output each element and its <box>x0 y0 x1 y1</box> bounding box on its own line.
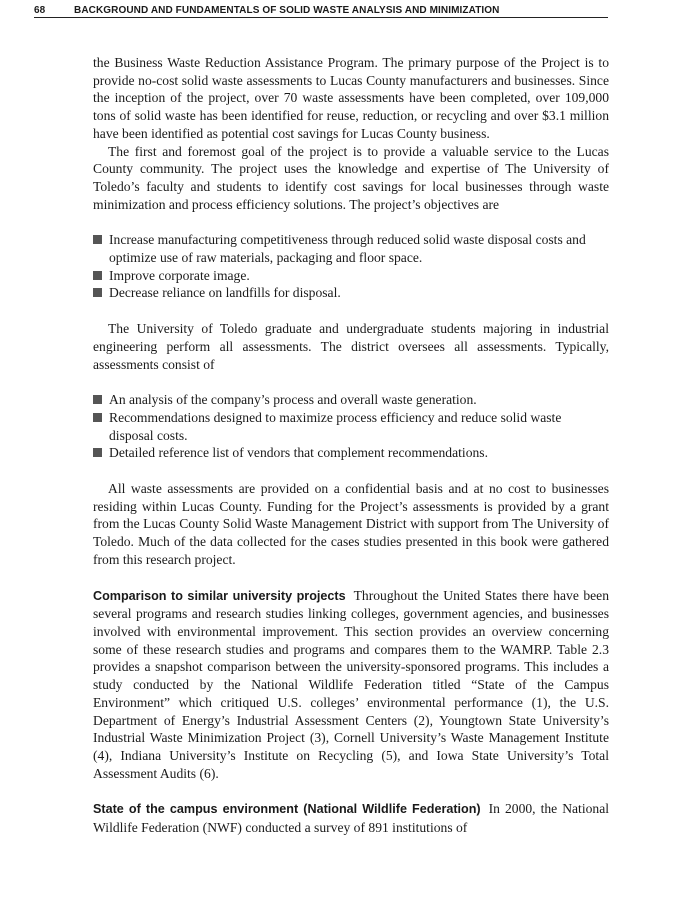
objectives-list <box>93 231 609 302</box>
paragraph-funding: All waste assessments are provided on a confidential basis and at no cost to businesses residing within Lucas County. Funding for the Project’s assessments is provided by a grant from the Lucas County Solid Waste Management District with support from The University of Toledo. Much of the data collected for the cases studies presented in this book were gathered from this research project. <box>93 481 609 567</box>
section-heading: State of the campus environment (National Wildlife Federation) <box>93 802 481 817</box>
paragraph-students: The University of Toledo graduate and undergraduate students majoring in industrial engineering perform all assessments. The district oversees all assessments. Typically, assessments consist of <box>93 321 609 372</box>
list-item: Improve corporate image. <box>93 267 609 285</box>
section-campus-environment <box>93 800 609 836</box>
section-heading: Comparison to similar university projects <box>93 588 346 603</box>
list-item: Recommendations designed to maximize process efficiency and reduce solid waste disposal costs. <box>93 409 609 444</box>
list-item: An analysis of the company’s process and overall waste generation. <box>93 391 609 409</box>
list-item: Decrease reliance on landfills for disposal. <box>93 284 609 302</box>
list-item: Detailed reference list of vendors that complement recommendations. <box>93 444 609 462</box>
list-item: Increase manufacturing competitiveness through reduced solid waste disposal costs and optimize use of raw materials, packaging and floor space. <box>93 231 609 266</box>
section-comparison <box>93 587 609 783</box>
page-number: 68 <box>34 5 46 16</box>
running-header <box>34 5 608 18</box>
section-text: Throughout the United States there have been several programs and research studies linking colleges, government agencies, and businesses involved with environmental improvement. This section provides an overview concerning some of these research studies and programs and compares them to the WAMRP. Table 2.3 provides a snapshot comparison between the university-sponsored programs. This includes a study conducted by the National Wildlife Federation titled “State of the Campus Environment” which critiqued U.S. colleges’ environmental performance (1), the U.S. Department of Energy’s Industrial Assessment Centers (2), Youngtown State University’s Industrial Waste Minimization Project (3), Cornell University’s Waste Management Institute (4), Indiana University’s Institute on Recycling (5), and Iowa State University’s Total Assessment Audits (6). <box>93 587 609 781</box>
paragraph-goals: The first and foremost goal of the project is to provide a valuable service to the Lucas County community. The project uses the knowledge and expertise of The University of Toledo’s faculty and students to identify cost savings for local businesses through waste minimization and process efficiency solutions. The project’s objectives are <box>93 143 609 212</box>
page-body <box>93 54 609 837</box>
paragraph-intro: the Business Waste Reduction Assistance Program. The primary purpose of the Project is to provide no-cost solid waste assessments to Lucas County manufacturers and businesses. Since the inception of the project, over 70 waste assessments have been completed, over 109,000 tons of solid waste has been identified for reuse, reduction, or recycling and over $3.1 million have been identified as potential cost savings for Lucas County business. <box>93 55 609 141</box>
section-text: In 2000, the National Wildlife Federation (NWF) conducted a survey of 891 institutions of <box>93 801 609 836</box>
assessment-list <box>93 391 609 462</box>
running-title: BACKGROUND AND FUNDAMENTALS OF SOLID WASTE ANALYSIS AND MINIMIZATION <box>74 5 500 16</box>
